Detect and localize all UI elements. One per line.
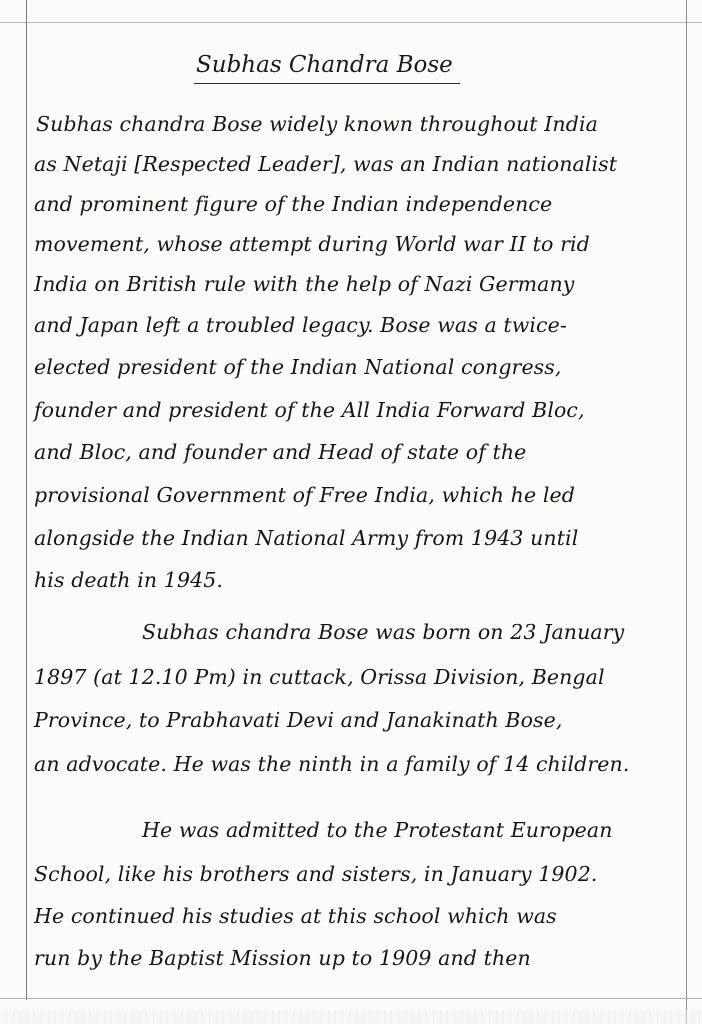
text-line: and Japan left a troubled legacy. Bose was a twice- [34,313,567,337]
text-line: Subhas chandra Bose was born on 23 January [142,620,625,644]
text-line: movement, whose attempt during World war II to rid [34,232,590,256]
text-line: founder and president of the All India Forward Bloc, [34,398,585,422]
text-line: provisional Government of Free India, which he led [34,483,575,507]
text-line: India on British rule with the help of Nazi Germany [34,272,575,296]
page-bottom-edge [0,1010,702,1024]
right-margin-line [686,0,687,1024]
text-line: He was admitted to the Protestant European [142,818,613,842]
text-line: School, like his brothers and sisters, in January 1902. [34,862,598,886]
text-line: alongside the Indian National Army from 1943 until [34,526,579,550]
text-line: an advocate. He was the ninth in a family of 14 children. [34,752,630,776]
text-line: his death in 1945. [34,568,223,592]
title-underline [194,83,460,84]
text-line: elected president of the Indian National congress, [34,355,562,379]
page-title: Subhas Chandra Bose [196,52,453,78]
text-line: run by the Baptist Mission up to 1909 and then [34,946,531,970]
text-line: and prominent figure of the Indian independence [34,192,553,216]
text-line: Subhas chandra Bose widely known throughout India [36,112,598,136]
text-line: Province, to Prabhavati Devi and Janakinath Bose, [34,708,563,732]
top-rule [0,22,702,23]
text-line: He continued his studies at this school which was [34,904,557,928]
left-margin-line [26,0,27,1000]
text-line: and Bloc, and founder and Head of state of the [34,440,527,464]
text-line: 1897 (at 12.10 Pm) in cuttack, Orissa Division, Bengal [34,665,605,689]
bottom-rule [0,998,702,999]
text-line: as Netaji [Respected Leader], was an Indian nationalist [34,152,618,176]
